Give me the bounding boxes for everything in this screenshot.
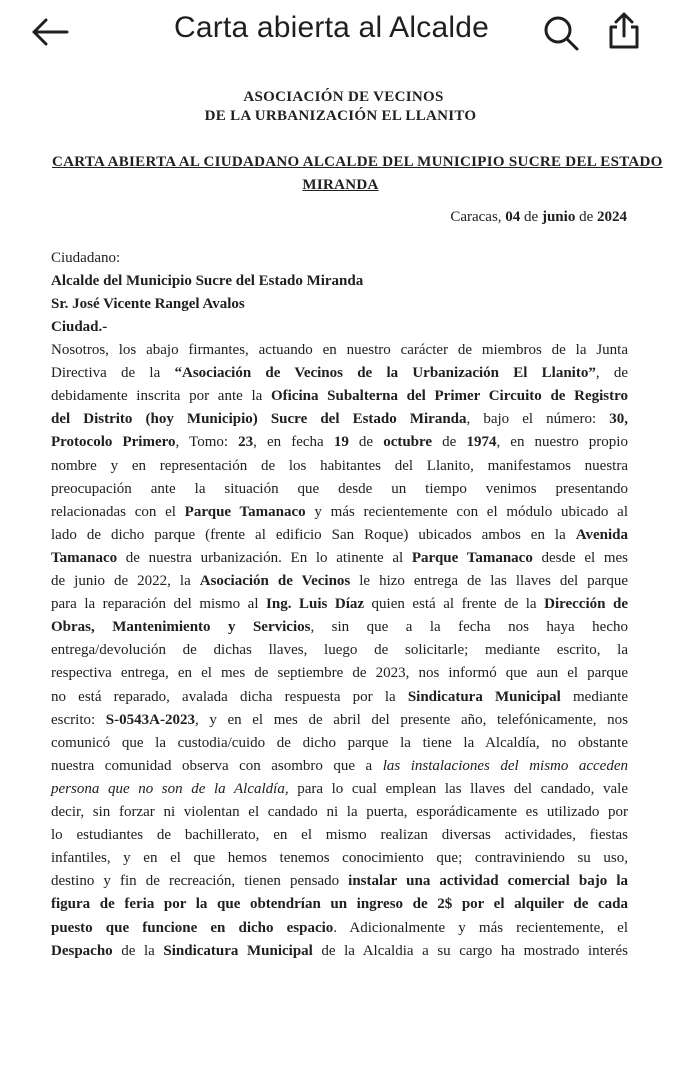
body-line: del Distrito (hoy Municipio) Sucre del Estado Miranda, bajo el número: 30, bbox=[51, 411, 629, 428]
body-line: lado de dicho parque (frente al edificio San Roque) ubicados ambos en la Avenida bbox=[51, 526, 628, 543]
recipient-name: Sr. José Vicente Rangel Avalos bbox=[51, 296, 245, 312]
letter-date: Caracas, 04 de junio de 2024 bbox=[450, 209, 627, 225]
body-line: puesto que funcione en dicho espacio. Adicionalmente y más recientemente, el bbox=[51, 919, 628, 936]
body-line: Protocolo Primero, Tomo: 23, en fecha 19 de octubre de 1974, en nuestro propio bbox=[51, 434, 628, 451]
body-line: infantiles, y en el que hemos tenemos conocimiento que; contraviniendo su uso, bbox=[51, 850, 628, 867]
body-line: escrito: S-0543A-2023, y en el mes de abril del presente año, telefónicamente, nos bbox=[51, 711, 628, 728]
body-line: preocupación ante la situación que desde un tiempo venimos presentando bbox=[51, 480, 628, 497]
salutation: Ciudadano: bbox=[51, 250, 121, 266]
body-line: para la reparación del mismo al Ing. Luis Díaz quien está al frente de la Dirección de bbox=[51, 596, 628, 613]
org-name-line1: ASOCIACIÓN DE VECINOS bbox=[243, 89, 444, 105]
app-bar bbox=[0, 0, 687, 66]
recipient-city: Ciudad.- bbox=[51, 319, 108, 335]
body-line: figura de feria por la que obtendrían un ingreso de 2$ por el alquiler de cada bbox=[51, 896, 628, 913]
subject-line2: MIRANDA bbox=[302, 177, 379, 193]
body-line: Obras, Mantenimiento y Servicios, sin que a la fecha nos haya hecho bbox=[51, 619, 628, 636]
body-line: persona que no son de la Alcaldía, para lo cual emplean las llaves del candado, vale bbox=[51, 780, 628, 797]
search-button[interactable] bbox=[542, 14, 580, 52]
body-line: debidamente inscrita por ante la Oficina Subalterna del Primer Circuito de Registro bbox=[51, 388, 628, 405]
share-icon bbox=[606, 12, 642, 50]
page-title: Carta abierta al Alcalde bbox=[174, 11, 489, 44]
letter-document bbox=[0, 66, 687, 1080]
body-line: Nosotros, los abajo firmantes, actuando en nuestro carácter de miembros de la Junta bbox=[51, 342, 628, 358]
body-line: decir, sin forzar ni violentan el candado ni la puerta, esporádicamente es utilizado por bbox=[51, 804, 628, 820]
body-line: de junio de 2022, la Asociación de Vecinos le hizo entrega de las llaves del parque bbox=[51, 573, 628, 589]
body-line: nombre y en representación de los habitantes del Llanito, manifestamos nuestra bbox=[51, 457, 628, 474]
body-line: Tamanaco de nuestra urbanización. En lo atinente al Parque Tamanaco desde el mes bbox=[51, 549, 629, 566]
body-line: comunicó que la custodia/cuido de dicho parque la tiene la Alcaldía, no obstante bbox=[51, 734, 628, 751]
body-line: destino y fin de recreación, tienen pensado instalar una actividad comercial bajo la bbox=[51, 873, 628, 890]
body-line: entrega/devolución de dichas llaves, luego de solicitarle; mediante escrito, la bbox=[51, 642, 628, 659]
body-line: nuestra comunidad observa con asombro que a las instalaciones del mismo acceden bbox=[51, 757, 628, 774]
body-line: Directiva de la “Asociación de Vecinos de la Urbanización El Llanito”, de bbox=[51, 365, 628, 382]
body-line: lo estudiantes de bachillerato, en el mismo realizan diversas actividades, fiestas bbox=[51, 827, 628, 844]
org-name-line2: DE LA URBANIZACIÓN EL LLANITO bbox=[204, 108, 477, 124]
body-line: respectiva entrega, en el mes de septiembre de 2023, nos informó que aun el parque bbox=[51, 665, 628, 682]
search-icon bbox=[542, 14, 580, 52]
body-line: Despacho de la Sindicatura Municipal de la Alcaldia a su cargo ha mostrado interés bbox=[51, 942, 628, 959]
recipient-title: Alcalde del Municipio Sucre del Estado Miranda bbox=[51, 273, 364, 289]
back-button[interactable] bbox=[30, 14, 70, 50]
subject-line1: CARTA ABIERTA AL CIUDADANO ALCALDE DEL MUNICIPIO SUCRE DEL ESTADO bbox=[52, 154, 663, 170]
body-line: no está reparado, avalada dicha respuesta por la Sindicatura Municipal mediante bbox=[51, 688, 628, 705]
share-button[interactable] bbox=[606, 12, 642, 50]
body-line: relacionadas con el Parque Tamanaco y más recientemente con el módulo ubicado al bbox=[51, 503, 628, 520]
arrow-left-icon bbox=[30, 14, 70, 50]
